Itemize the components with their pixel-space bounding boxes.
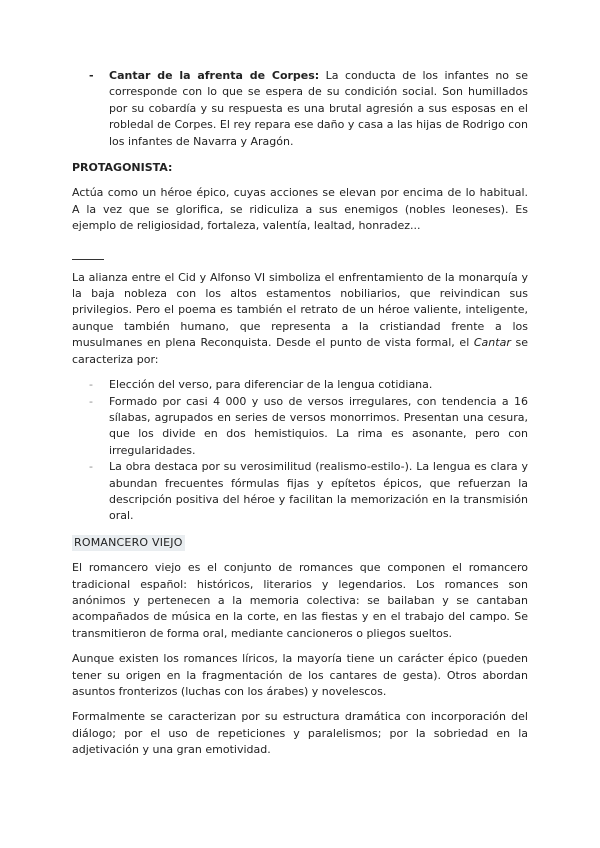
afrenta-text: La conducta de los infantes no se corresponde con lo que se espera de su condición social. Son humillados por su cobardía y su respuesta es una brutal agresión a sus esposas en el robledal de Corpes. El rey repara ese daño y casa a las hijas de Rodrigo con los infantes de Navarra y Aragón.: [109, 69, 528, 148]
alianza-italic: Cantar: [473, 336, 511, 350]
romancero-paragraph: El romancero viejo es el conjunto de romances que componen el romancero tradicional español: históricos, literarios y legendarios. Los romances son anónimos y pertenecen a la memoria colectiva: se bailaban y se cantaban acompañados de música en la corte, en las fiestas y en el trabajo del campo. Se transmitieron de forma oral, mediante cancioneros o pliegos sueltos.: [72, 561, 528, 640]
list-item-text: Elección del verso, para diferenciar de la lengua cotidiana.: [109, 378, 433, 392]
afrenta-title: Cantar de la afrenta de Corpes:: [109, 69, 320, 82]
alianza-paragraph: [72, 270, 528, 368]
romancero-title: ROMANCERO VIEJO: [72, 535, 185, 551]
protagonista-text: Actúa como un héroe épico, cuyas acciones se elevan por encima de lo habitual. A la vez que se glorifica, se ridiculiza a sus enemigos (nobles leoneses). Es ejemplo de religiosidad, fortaleza, valentía, lealtad, honradez...: [72, 186, 528, 233]
alianza-text-after: se caracteriza por:: [72, 336, 528, 366]
afrenta-item: [72, 68, 528, 150]
features-list: [72, 377, 528, 525]
list-item-text: La obra destaca por su verosimilitud (realismo-estilo-). La lengua es clara y abundan frecuentes fórmulas fijas y epítetos épicos, que refuerzan la descripción positiva del héroe y facilitan la memorización en la transmisión oral.: [109, 460, 528, 523]
protagonista-heading: PROTAGONISTA:: [72, 161, 173, 175]
list-dash: -: [89, 69, 94, 82]
list-dash: -: [89, 378, 93, 392]
list-item: [72, 377, 528, 393]
list-item: [72, 394, 528, 460]
list-item: [72, 459, 528, 525]
romancero-paragraph: Formalmente se caracterizan por su estructura dramática con incorporación del diálogo; por el uso de repeticiones y paralelismos; por la sobriedad en la adjetivación y una gran emotividad.: [72, 710, 528, 757]
document-page: [72, 68, 528, 759]
alianza-text-before: La alianza entre el Cid y Alfonso VI simboliza el enfrentamiento de la monarquía y la baja nobleza con los altos estamentos nobiliarios, que reivindican sus privilegios. Pero el poema es también el retrato de un héroe valiente, inteligente, aunque también humano, que representa a la cristiandad frente a los musulmanes en plena Reconquista. Desde el punto de vista formal, el: [72, 270, 528, 350]
list-dash: -: [89, 460, 93, 474]
list-item-text: Formado por casi 4 000 y uso de versos irregulares, con tendencia a 16 sílabas, agrupados en series de versos monorrimos. Presentan una cesura, que los divide en dos hemistiquios. La rima es asonante, pero con irregularidades.: [109, 394, 528, 457]
section-divider: [72, 245, 104, 260]
romancero-paragraph: Aunque existen los romances líricos, la mayoría tiene un carácter épico (pueden tener su origen en la fragmentación de los cantares de gesta). Otros abordan asuntos fronterizos (luchas con los árabes) y novelescos.: [72, 652, 528, 698]
list-dash: -: [89, 394, 93, 408]
